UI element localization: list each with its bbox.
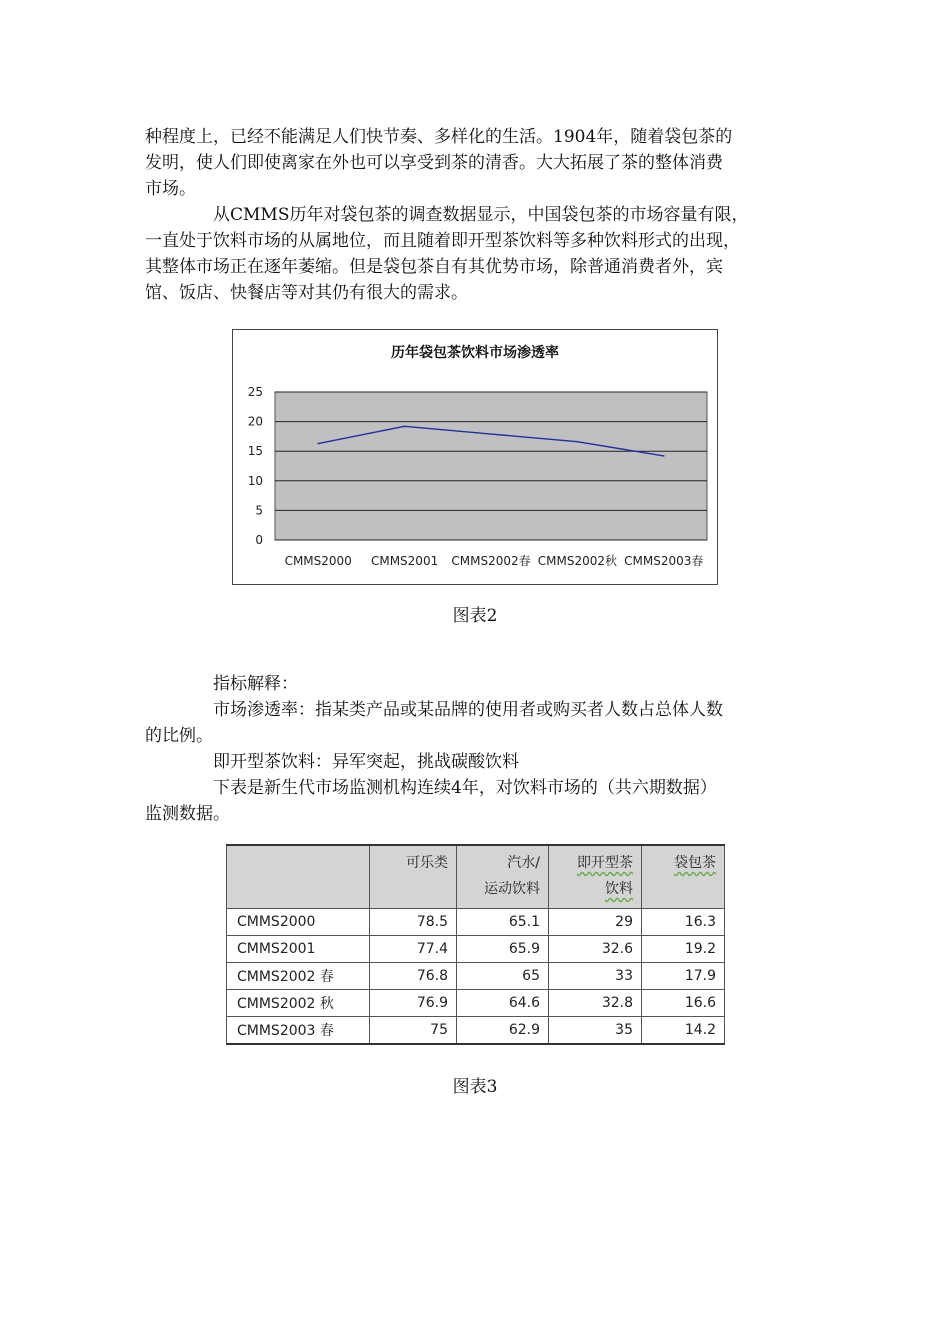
- chart-plot-area: [248, 385, 707, 568]
- table-cell: 65: [457, 963, 549, 990]
- paragraph-cmms-survey: [145, 202, 810, 306]
- y-tick-label: 25: [247, 385, 263, 399]
- text-line: 指标解释：: [213, 674, 298, 694]
- table-cell: 62.9: [457, 1017, 549, 1045]
- beverage-data-table: [226, 844, 725, 1045]
- text-line: 种程度上，已经不能满足人们快节奏、多样化的生活。1904年，随着袋包茶的: [145, 127, 733, 147]
- table-header-row: [227, 845, 725, 909]
- chart-caption: 图表2: [452, 606, 498, 626]
- text-line: 的比例。: [145, 726, 213, 746]
- x-tick-label: CMMS2002春: [451, 554, 531, 568]
- table-cell: 77.4: [370, 936, 457, 963]
- chart-title: 历年袋包茶饮料市场渗透率: [391, 345, 559, 361]
- table-cell: CMMS2002 秋: [227, 990, 370, 1017]
- data-point: [663, 455, 665, 457]
- table-cell: 17.9: [642, 963, 725, 990]
- table-header-cell: 即开型茶 饮料: [549, 845, 642, 909]
- table-caption: 图表3: [452, 1077, 498, 1097]
- text-line: 从CMMS历年对袋包茶的调查数据显示，中国袋包茶的市场容量有限，: [213, 205, 749, 225]
- table-cell: 76.8: [370, 963, 457, 990]
- table-cell: 65.9: [457, 936, 549, 963]
- text-line: 市场。: [145, 179, 196, 199]
- table-row: [227, 963, 725, 990]
- table-cell: 14.2: [642, 1017, 725, 1045]
- paragraph-history: [145, 124, 810, 202]
- table-header-cell: 汽水/ 运动饮料: [457, 845, 549, 909]
- text-line: 下表是新生代市场监测机构连续4年，对饮料市场的（共六期数据）: [213, 778, 717, 798]
- x-tick-label: CMMS2000: [284, 554, 352, 568]
- table-cell: 32.6: [549, 936, 642, 963]
- table-header-cell: [227, 845, 370, 909]
- data-point: [317, 443, 319, 445]
- y-tick-label: 20: [247, 414, 263, 429]
- x-tick-label: CMMS2002秋: [537, 554, 618, 568]
- table-cell: 16.6: [642, 990, 725, 1017]
- table-row: [227, 990, 725, 1017]
- table-cell: CMMS2002 春: [227, 963, 370, 990]
- x-tick-label: CMMS2001: [370, 554, 439, 568]
- text-line: 监测数据。: [145, 804, 230, 824]
- y-tick-label: 0: [255, 533, 263, 547]
- table-row: [227, 936, 725, 963]
- text-line: 其整体市场正在逐年萎缩。但是袋包茶自有其优势市场，除普通消费者外，宾: [145, 257, 723, 277]
- table-header-cell: 袋包茶: [642, 845, 725, 909]
- table-cell: CMMS2003 春: [227, 1017, 370, 1045]
- table-cell: 76.9: [370, 990, 457, 1017]
- table-row: [227, 909, 725, 936]
- plot-background: [275, 392, 707, 540]
- table-cell: 19.2: [642, 936, 725, 963]
- table-row: [227, 1017, 725, 1045]
- data-point: [490, 433, 492, 435]
- table-cell: 33: [549, 963, 642, 990]
- table-cell: CMMS2001: [227, 936, 370, 963]
- text-line: 馆、饭店、快餐店等对其仍有很大的需求。: [145, 283, 468, 303]
- data-point: [577, 441, 579, 443]
- paragraph-definitions: [145, 671, 810, 827]
- table-cell: 35: [549, 1017, 642, 1045]
- y-tick-label: 5: [255, 503, 263, 518]
- y-tick-label: 15: [247, 444, 263, 459]
- text-line: 即开型茶饮料：异军突起，挑战碳酸饮料: [213, 752, 519, 772]
- table-cell: 29: [549, 909, 642, 936]
- data-point: [404, 426, 406, 428]
- table-cell: 32.8: [549, 990, 642, 1017]
- table-cell: 75: [370, 1017, 457, 1045]
- text-line: 市场渗透率：指某类产品或某品牌的使用者或购买者人数占总体人数: [213, 700, 723, 720]
- penetration-line-chart: [232, 329, 718, 585]
- table-cell: 78.5: [370, 909, 457, 936]
- x-tick-label: CMMS2003春: [624, 554, 704, 568]
- table-cell: CMMS2000: [227, 909, 370, 936]
- text-line: 发明，使人们即使离家在外也可以享受到茶的清香。大大拓展了茶的整体消费: [145, 153, 723, 173]
- table-cell: 64.6: [457, 990, 549, 1017]
- chart-canvas: [233, 330, 717, 584]
- text-line: 一直处于饮料市场的从属地位，而且随着即开型茶饮料等多种饮料形式的出现，: [145, 231, 740, 251]
- table-header-cell: 可乐类: [370, 845, 457, 909]
- table-cell: 16.3: [642, 909, 725, 936]
- table-cell: 65.1: [457, 909, 549, 936]
- y-tick-label: 10: [247, 473, 263, 488]
